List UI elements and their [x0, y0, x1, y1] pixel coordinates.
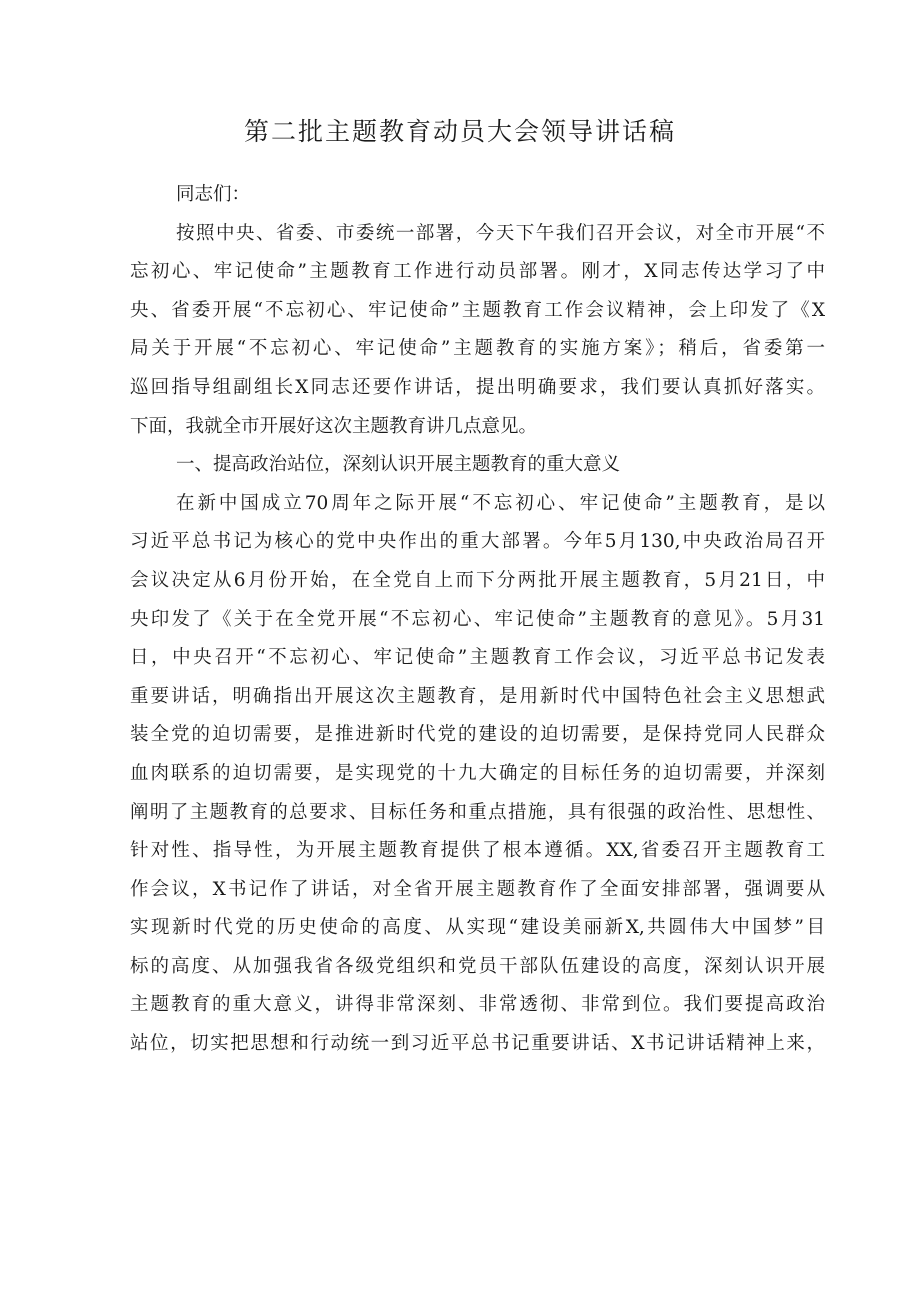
text-line: 主题教育的重大意义，讲得非常深刻、非常透彻、非常到位。我们要提高政治 [130, 994, 825, 1016]
text-line: 央印发了《关于在全党开展“不忘初心、牢记使命”主题教育的意见》。5月31 [130, 608, 825, 630]
text-line: 标的高度、从加强我省各级党组织和党员干部队伍建设的高度，深刻认识开展 [130, 955, 825, 977]
text-line: 阐明了主题教育的总要求、目标任务和重点措施，具有很强的政治性、思想性、 [130, 801, 825, 823]
text-line: 巡回指导组副组长X同志还要作讲话，提出明确要求，我们要认真抓好落实。 [130, 376, 825, 398]
text-line: 按照中央、省委、市委统一部署，今天下午我们召开会议，对全市开展“不 [176, 222, 825, 244]
text-line: 忘初心、牢记使命”主题教育工作进行动员部署。刚才，X同志传达学习了中 [130, 261, 825, 283]
document-title: 第二批主题教育动员大会领导讲话稿 [243, 117, 676, 146]
text-line: 局关于开展“不忘初心、牢记使命”主题教育的实施方案》；稍后，省委第一 [130, 338, 825, 360]
text-line: 央、省委开展“不忘初心、牢记使命”主题教育工作会议精神，会上印发了《X [130, 299, 825, 321]
text-line: 会议决定从6月份开始，在全党自上而下分两批开展主题教育，5月21日，中 [130, 569, 825, 591]
text-line: 重要讲话，明确指出开展这次主题教育，是用新时代中国特色社会主义思想武 [130, 685, 825, 707]
text-line: 一、提高政治站位，深刻认识开展主题教育的重大意义 [176, 454, 621, 476]
text-line: 作会议，X书记作了讲话，对全省开展主题教育作了全面安排部署，强调要从 [130, 878, 825, 900]
document-body [130, 176, 825, 1064]
text-line: 站位，切实把思想和行动统一到习近平总书记重要讲话、X书记讲话精神上来， [130, 1033, 825, 1055]
text-line: 下面，我就全市开展好这次主题教育讲几点意见。 [130, 415, 538, 437]
text-line: 在新中国成立70周年之际开展“不忘初心、牢记使命”主题教育，是以 [176, 492, 825, 514]
text-line: 习近平总书记为核心的党中央作出的重大部署。今年5月130,中央政治局召开 [130, 531, 825, 553]
text-line: 针对性、指导性，为开展主题教育提供了根本遵循。XX,省委召开主题教育工 [130, 840, 825, 862]
text-line: 血肉联系的迫切需要，是实现党的十九大确定的目标任务的迫切需要，并深刻 [130, 762, 825, 784]
text-line: 日，中央召开“不忘初心、牢记使命”主题教育工作会议，习近平总书记发表 [130, 647, 825, 669]
text-line: 实现新时代党的历史使命的高度、从实现“建设美丽新X,共圆伟大中国梦”目 [130, 917, 825, 939]
text-line: 同志们： [176, 184, 251, 205]
text-line: 装全党的迫切需要，是推进新时代党的建设的迫切需要，是保持党同人民群众 [130, 724, 825, 746]
